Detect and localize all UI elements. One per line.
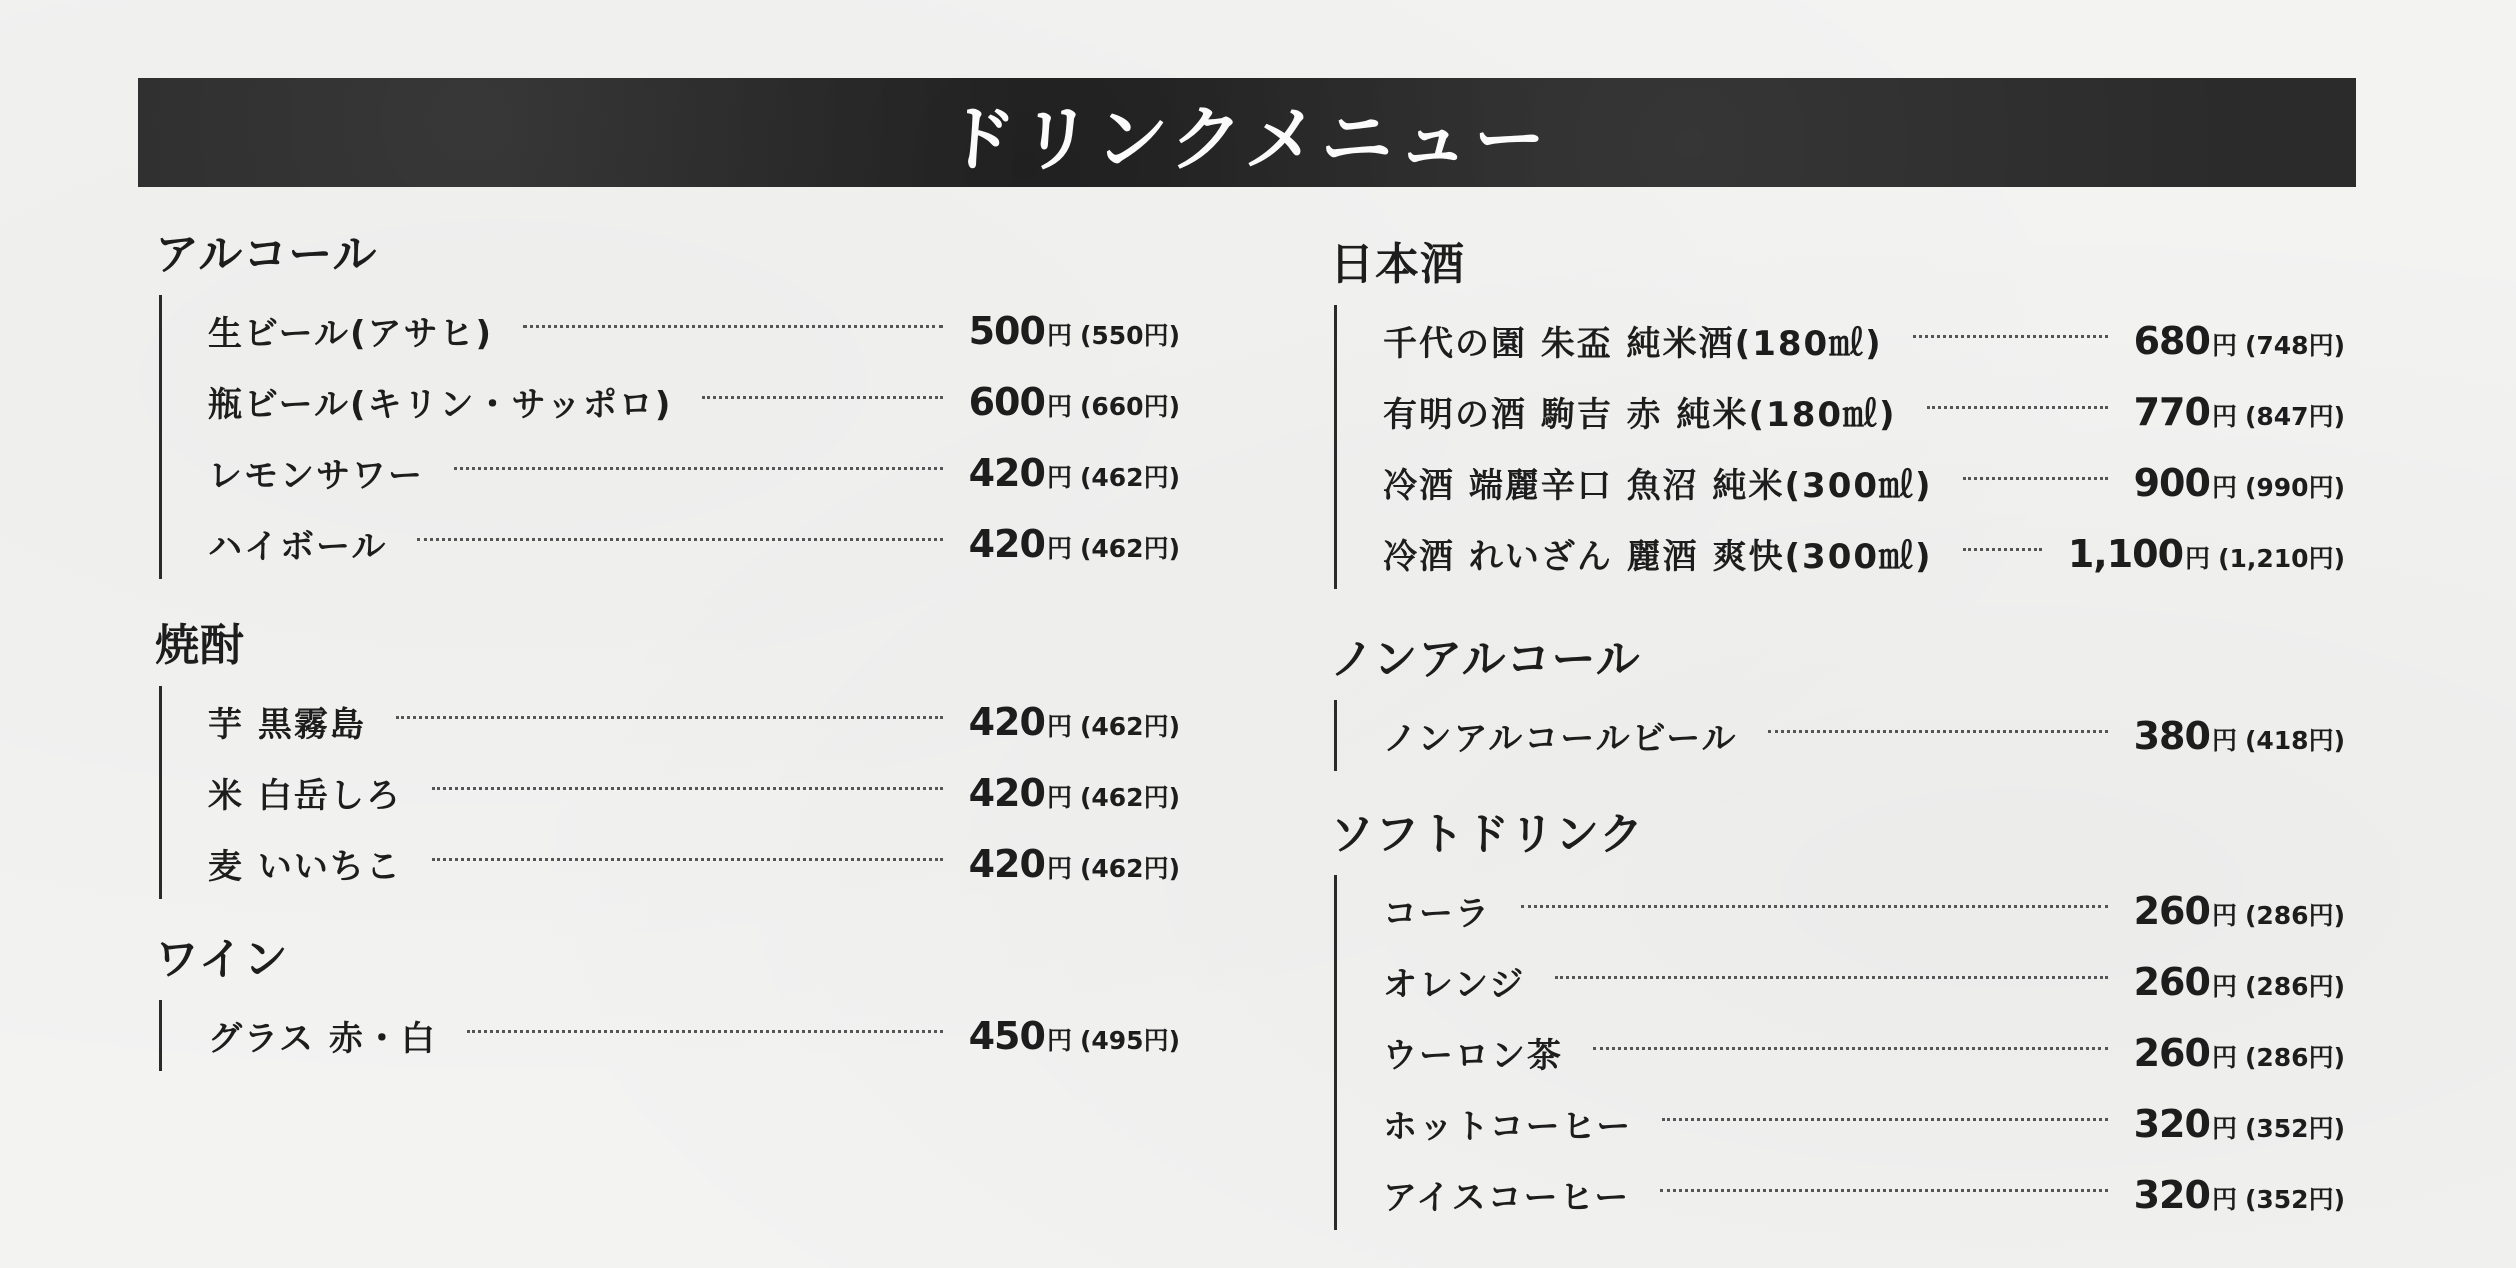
dot-leader — [1662, 1118, 2107, 1121]
menu-item — [155, 295, 1180, 366]
item-price — [2134, 1173, 2345, 1217]
dot-leader — [1963, 477, 2108, 480]
dot-leader — [467, 1030, 943, 1033]
dot-leader — [396, 716, 943, 719]
item-name: ウーロン茶 — [1383, 1036, 1563, 1076]
dot-leader — [1555, 976, 2107, 979]
menu-item — [1330, 305, 2345, 376]
section-title: ワイン — [155, 934, 289, 985]
menu-item — [155, 508, 1180, 579]
item-name: 冷酒 端麗辛口 魚沼 純米(300㎖) — [1383, 466, 1933, 506]
item-price — [969, 842, 1180, 886]
item-name: 冷酒 れいざん 麗酒 爽快(300㎖) — [1383, 537, 1933, 577]
item-price — [2134, 390, 2345, 434]
price-tax-included: (286円) — [2244, 1042, 2345, 1072]
item-price — [2134, 714, 2345, 758]
menu-item — [1330, 1088, 2345, 1159]
menu-title: ドリンクメニュー — [940, 96, 1553, 181]
section-items — [1330, 700, 2345, 771]
section-title: ノンアルコール — [1330, 634, 1641, 685]
item-name: グラス 赤・白 — [208, 1019, 437, 1059]
price-value: 600 — [968, 379, 1045, 424]
menu-item — [1330, 1017, 2345, 1088]
section-items — [1330, 305, 2345, 589]
item-name: 麦 いいちこ — [208, 847, 402, 887]
section-alcohol — [155, 225, 1180, 579]
section-bar — [1334, 700, 1337, 771]
price-tax-included: (462円) — [1079, 853, 1180, 883]
item-name: ノンアルコールビール — [1383, 719, 1738, 759]
section-title: アルコール — [155, 229, 378, 280]
item-price — [2134, 960, 2345, 1004]
price-currency: 円 — [1046, 320, 1072, 350]
price-value: 900 — [2133, 460, 2210, 505]
menu-item — [1330, 518, 2345, 589]
price-tax-included: (352円) — [2244, 1184, 2345, 1214]
price-currency: 円 — [2211, 725, 2237, 755]
item-name: 千代の園 朱盃 純米酒(180㎖) — [1383, 324, 1883, 364]
menu-item — [155, 437, 1180, 508]
dot-leader — [1593, 1047, 2108, 1050]
section-bar — [159, 295, 162, 579]
price-tax-included: (847円) — [2244, 401, 2345, 431]
price-tax-included: (748円) — [2244, 330, 2345, 360]
menu-item — [1330, 447, 2345, 518]
price-currency: 円 — [1046, 853, 1072, 883]
price-value: 450 — [968, 1013, 1045, 1058]
dot-leader — [1927, 406, 2108, 409]
price-tax-included: (660円) — [1079, 391, 1180, 421]
section-bar — [1334, 305, 1337, 589]
menu-item — [1330, 875, 2345, 946]
price-currency: 円 — [1046, 711, 1072, 741]
price-currency: 円 — [2185, 543, 2211, 573]
section-title: ソフトドリンク — [1330, 809, 1645, 860]
section-items — [155, 686, 1180, 899]
item-price — [969, 771, 1180, 815]
price-tax-included: (462円) — [1079, 711, 1180, 741]
section-sake — [1330, 235, 2345, 589]
price-currency: 円 — [2211, 1042, 2237, 1072]
item-price — [2134, 461, 2345, 505]
item-name: 芋 黒霧島 — [208, 705, 366, 745]
section-bar — [159, 1000, 162, 1071]
price-value: 320 — [2133, 1172, 2210, 1217]
price-value: 380 — [2133, 713, 2210, 758]
section-shochu — [155, 616, 1180, 899]
section-title: 焼酎 — [155, 620, 245, 671]
price-tax-included: (495円) — [1079, 1025, 1180, 1055]
section-soft-drinks — [1330, 805, 2345, 1230]
section-items — [155, 1000, 1180, 1071]
item-price — [969, 309, 1180, 353]
section-title: 日本酒 — [1330, 239, 1465, 290]
menu-item — [155, 366, 1180, 437]
price-currency: 円 — [2211, 971, 2237, 1001]
dot-leader — [432, 787, 943, 790]
item-name: 有明の酒 駒吉 赤 純米(180㎖) — [1383, 395, 1897, 435]
menu-item — [1330, 1159, 2345, 1230]
price-currency: 円 — [2211, 330, 2237, 360]
price-tax-included: (1,210円) — [2218, 543, 2345, 573]
price-currency: 円 — [1046, 462, 1072, 492]
price-tax-included: (990円) — [2244, 472, 2345, 502]
price-tax-included: (286円) — [2244, 971, 2345, 1001]
price-value: 680 — [2133, 318, 2210, 363]
price-currency: 円 — [2211, 1113, 2237, 1143]
item-name: ハイボール — [208, 527, 388, 567]
dot-leader — [1521, 905, 2108, 908]
price-value: 770 — [2133, 389, 2210, 434]
menu-header-banner — [138, 78, 2356, 187]
item-price — [2068, 532, 2345, 576]
menu-item — [155, 686, 1180, 757]
item-name: 生ビール(アサヒ) — [208, 314, 494, 354]
price-value: 260 — [2133, 959, 2210, 1004]
price-currency: 円 — [1046, 782, 1072, 812]
price-tax-included: (286円) — [2244, 900, 2345, 930]
item-name: オレンジ — [1383, 965, 1526, 1005]
dot-leader — [1768, 730, 2108, 733]
item-price — [969, 451, 1180, 495]
price-value: 420 — [968, 841, 1045, 886]
price-currency: 円 — [2211, 900, 2237, 930]
price-currency: 円 — [2211, 401, 2237, 431]
section-bar — [1334, 875, 1337, 1230]
item-price — [2134, 1102, 2345, 1146]
item-name: コーラ — [1383, 894, 1491, 934]
dot-leader — [702, 396, 942, 399]
item-price — [2134, 1031, 2345, 1075]
menu-item — [1330, 946, 2345, 1017]
item-name: アイスコーヒー — [1383, 1178, 1631, 1218]
price-value: 260 — [2133, 888, 2210, 933]
price-tax-included: (462円) — [1079, 782, 1180, 812]
dot-leader — [523, 325, 943, 328]
price-value: 500 — [968, 308, 1045, 353]
price-tax-included: (462円) — [1079, 462, 1180, 492]
price-tax-included: (352円) — [2244, 1113, 2345, 1143]
section-bar — [159, 686, 162, 899]
price-currency: 円 — [2211, 472, 2237, 502]
price-currency: 円 — [1046, 533, 1072, 563]
price-tax-included: (462円) — [1079, 533, 1180, 563]
item-price — [969, 380, 1180, 424]
price-currency: 円 — [1046, 1025, 1072, 1055]
section-items — [155, 295, 1180, 579]
item-price — [969, 700, 1180, 744]
dot-leader — [1963, 548, 2042, 551]
section-wine — [155, 930, 1180, 1071]
item-price — [969, 522, 1180, 566]
price-value: 320 — [2133, 1101, 2210, 1146]
menu-item — [1330, 376, 2345, 447]
dot-leader — [454, 467, 943, 470]
menu-item — [155, 757, 1180, 828]
dot-leader — [1660, 1189, 2107, 1192]
dot-leader — [432, 858, 943, 861]
price-tax-included: (418円) — [2244, 725, 2345, 755]
item-name: 瓶ビール(キリン・サッポロ) — [208, 385, 673, 425]
section-non-alcohol — [1330, 630, 2345, 771]
price-value: 1,100 — [2067, 531, 2184, 576]
price-currency: 円 — [1046, 391, 1072, 421]
item-name: 米 白岳しろ — [208, 776, 402, 816]
item-price — [969, 1014, 1180, 1058]
price-value: 420 — [968, 770, 1045, 815]
price-value: 260 — [2133, 1030, 2210, 1075]
item-price — [2134, 319, 2345, 363]
menu-item — [1330, 700, 2345, 771]
item-price — [2134, 889, 2345, 933]
price-value: 420 — [968, 521, 1045, 566]
item-name: レモンサワー — [208, 456, 424, 496]
price-tax-included: (550円) — [1079, 320, 1180, 350]
price-value: 420 — [968, 450, 1045, 495]
item-name: ホットコーヒー — [1383, 1107, 1633, 1147]
price-currency: 円 — [2211, 1184, 2237, 1214]
dot-leader — [1913, 335, 2108, 338]
menu-item — [155, 1000, 1180, 1071]
dot-leader — [417, 538, 942, 541]
section-items — [1330, 875, 2345, 1230]
price-value: 420 — [968, 699, 1045, 744]
menu-item — [155, 828, 1180, 899]
